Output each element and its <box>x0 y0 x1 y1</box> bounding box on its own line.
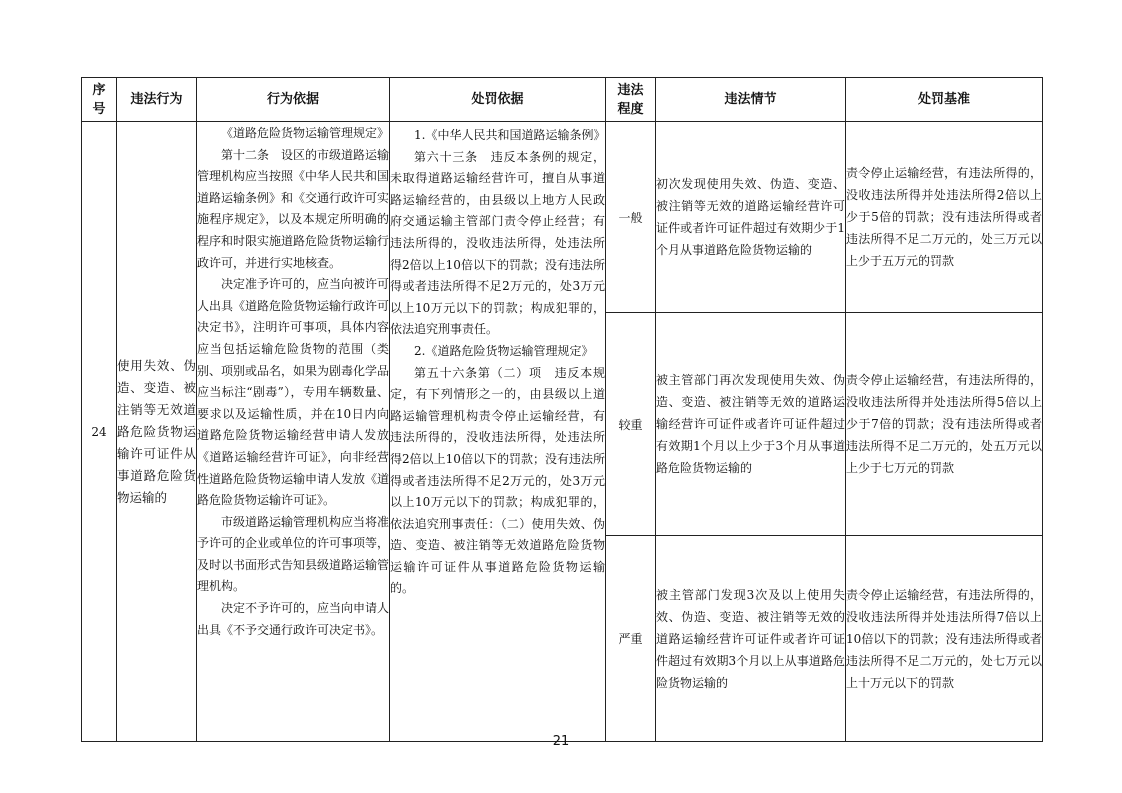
basis-paragraph: 决定不予许可的，应当向申请人出具《不予交通行政许可决定书》。 <box>197 601 390 637</box>
circumstance-general: 初次发现使用失效、伪造、变造、被注销等无效的道路运输经营许可证件或者许可证件超过有效期少于1个月从事道路危险货物运输的 <box>656 122 846 313</box>
penalty-basis-paragraph: 1.《中华人民共和国道路运输条例》 <box>414 128 606 142</box>
circumstance-severe: 被主管部门发现3次及以上使用失效、伪造、变造、被注销等无效的道路运输经营许可证件或者许可证件超过有效期3个月以上从事道路危险货物运输的 <box>656 536 846 742</box>
degree-serious: 较重 <box>606 313 656 536</box>
penalty-basis-paragraph: 第六十三条 违反本条例的规定，未取得道路运输经营许可，擅自从事道路运输经营的，由县级以上地方人民政府交通运输主管部门责令停止经营；有违法所得的，没收违法所得，处违法所得2倍以上10倍以下的罚款；没有违法所得或者违法所得不足2万元的，处3万元以上10万元以下的罚款；构成犯罪的，依法追究刑事责任。 <box>390 149 605 337</box>
header-basis: 行为依据 <box>197 78 390 122</box>
seq-cell: 24 <box>82 122 117 742</box>
penalty-basis-paragraph: 2.《道路危险货物运输管理规定》 <box>414 343 594 358</box>
header-standard: 处罚基准 <box>846 78 1043 122</box>
degree-severe: 严重 <box>606 536 656 742</box>
header-penalty-basis: 处罚依据 <box>390 78 606 122</box>
penalty-basis-cell <box>390 122 606 742</box>
page-number: 21 <box>552 734 570 749</box>
degree-general: 一般 <box>606 122 656 313</box>
penalty-standard-table <box>81 77 1043 742</box>
basis-paragraph: 《道路危险货物运输管理规定》 <box>221 126 390 140</box>
basis-paragraph: 第十二条 设区的市级道路运输管理机构应当按照《中华人民共和国道路运输条例》和《交通行政许可实施程序规定》，以及本规定所明确的程序和时限实施道路危险货物运输行政许可，并进行实地核查。 <box>197 147 390 270</box>
penalty-basis-paragraph: 第五十六条第（二）项 违反本规定，有下列情形之一的，由县级以上道路运输管理机构责令停止运输经营，有违法所得的，没收违法所得，处违法所得2倍以上10倍以下的罚款；没有违法所得或者违法所得不足2万元的，处3万元以上10万元以下的罚款；构成犯罪的，依法追究刑事责任：（二）使用失效、伪造、变造、被注销等无效道路危险货物运输许可证件从事道路危险货物运输的。 <box>390 365 605 596</box>
standard-serious: 责令停止运输经营，有违法所得的，没收违法所得并处违法所得5倍以上少于7倍的罚款；没有违法所得或者违法所得不足二万元的，处五万元以上少于七万元的罚款 <box>846 313 1043 536</box>
standard-general: 责令停止运输经营，有违法所得的，没收违法所得并处违法所得2倍以上少于5倍的罚款；没有违法所得或者违法所得不足二万元的，处三万元以上少于五万元的罚款 <box>846 122 1043 313</box>
basis-paragraph: 市级道路运输管理机构应当将准予许可的企业或单位的许可事项等，及时以书面形式告知县级道路运输管理机构。 <box>197 514 390 594</box>
header-seq: 序号 <box>82 78 117 122</box>
table-header-row <box>82 78 1043 122</box>
circumstance-serious: 被主管部门再次发现使用失效、伪造、变造、被注销等无效的道路运输经营许可证件或者许可证件超过有效期1个月以上少于3个月从事道路危险货物运输的 <box>656 313 846 536</box>
header-act: 违法行为 <box>117 78 197 122</box>
header-circumstance: 违法情节 <box>656 78 846 122</box>
standard-severe: 责令停止运输经营，有违法所得的，没收违法所得并处违法所得7倍以上10倍以下的罚款；没有违法所得或者违法所得不足二万元的，处七万元以上十万元以下的罚款 <box>846 536 1043 742</box>
violation-act-cell: 使用失效、伪造、变造、被注销等无效道路危险货物运输许可证件从事道路危险货物运输的 <box>117 122 197 742</box>
behavior-basis-cell <box>197 122 390 742</box>
table-row <box>82 122 1043 313</box>
header-degree: 违法程度 <box>606 78 656 122</box>
basis-paragraph: 决定准予许可的，应当向被许可人出具《道路危险货物运输行政许可决定书》，注明许可事项，具体内容应当包括运输危险货物的范围（类别、项别或品名，如果为剧毒化学品应当标注“剧毒”），专用车辆数量、要求以及运输性质，并在10日内向道路危险货物运输经营申请人发放《道路运输经营许可证》，向非经营性道路危险货物运输申请人发放《道路危险货物运输许可证》。 <box>197 277 390 508</box>
